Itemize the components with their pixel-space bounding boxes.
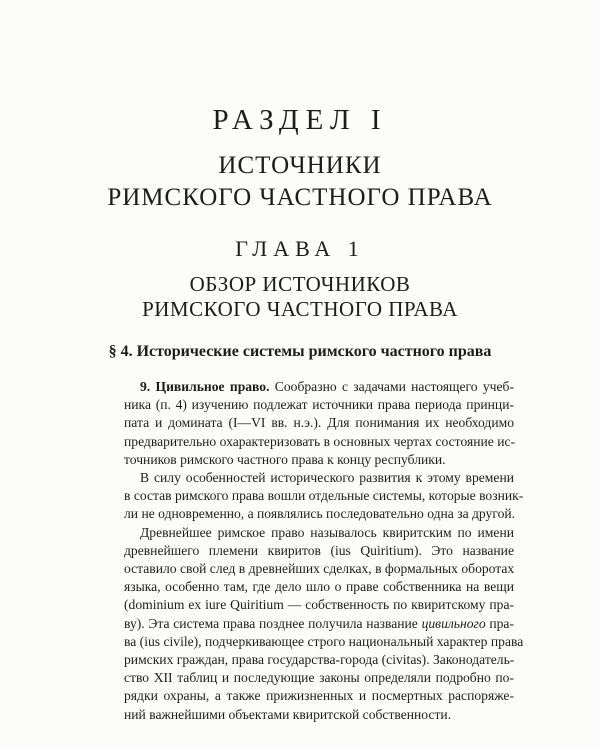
chapter-label: ГЛАВА 1: [235, 236, 365, 261]
paragraph-1-line-3: пата и домината (I—VI вв. н.э.). Для понимания их необходимо: [124, 415, 514, 431]
paragraph-1-line-2: ника (п. 4) изучению подлежат источники права периода принци-: [124, 397, 514, 413]
paragraph-1-line-1: 9. Цивильное право. Сообразно с задачами настоящего учеб-: [140, 379, 514, 394]
paragraph-2-line-1: В силу особенностей исторического развития к этому времени: [140, 470, 514, 486]
paragraph-3-line-4: языка, особенно там, где дело шло о праве собственника на вещи: [124, 579, 514, 595]
paragraph-3-line-8: римских граждан, права государства-города (civitas). Законодатель-: [124, 652, 515, 668]
chapter-title-line-2: РИМСКОГО ЧАСТНОГО ПРАВА: [142, 297, 458, 321]
section-title: § 4. Исторические системы римского частного права: [108, 343, 492, 360]
part-title-line-2: РИМСКОГО ЧАСТНОГО ПРАВА: [107, 184, 493, 211]
paragraph-3-line-3: оставило свой след в древнейших сделках, в формальных оборотах: [124, 561, 515, 577]
chapter-title-line-1: ОБЗОР ИСТОЧНИКОВ: [189, 272, 411, 296]
paragraph-3-line-1: Древнейшее римское право называлось квиритским по имени: [140, 524, 514, 540]
paragraph-2-line-2: в состав римского права вошли отдельные системы, которые возник-: [124, 488, 524, 504]
italic-term-civil: цивильного: [421, 615, 486, 631]
part-title: [0, 150, 600, 214]
paragraph-2-line-3: ли не одновременно, а появлялись последовательно одна за другой.: [124, 506, 516, 522]
paragraph-1-line-4: предварительно охарактеризовать в основных чертах состояние ис-: [124, 433, 516, 449]
paragraph-3-line-5: (dominium ex iure Quiritium — собственность по квиритскому пра-: [124, 597, 514, 613]
paragraph-3-line-9: ство XII таблиц и последующие законы определяли подробно по-: [124, 670, 514, 686]
chapter-title: [0, 272, 600, 322]
part-label: РАЗДЕЛ I: [212, 104, 388, 136]
part-title-line-1: ИСТОЧНИКИ: [218, 152, 382, 179]
paragraph-3-line-7: ва (ius civile), подчеркивающее строго национальный характер права: [124, 633, 524, 649]
paragraph-3-line-6: ву). Эта система права позднее получила название цивильного пра-: [124, 615, 514, 631]
paragraph-3-line-11: ний важнейшими объектами квиритской собственности.: [124, 706, 452, 722]
paragraph-1-line-5: точников римского частного права к концу республики.: [124, 451, 446, 467]
paragraph-3-line-2: древнейшего племени квиритов (ius Quiritium). Это название: [124, 542, 514, 558]
paragraph-3-line-10: рядки охраны, а также прижизненных и посмертных распоряже-: [124, 688, 514, 704]
body-text: [124, 378, 524, 724]
paragraph-heading: 9. Цивильное право.: [140, 379, 270, 394]
